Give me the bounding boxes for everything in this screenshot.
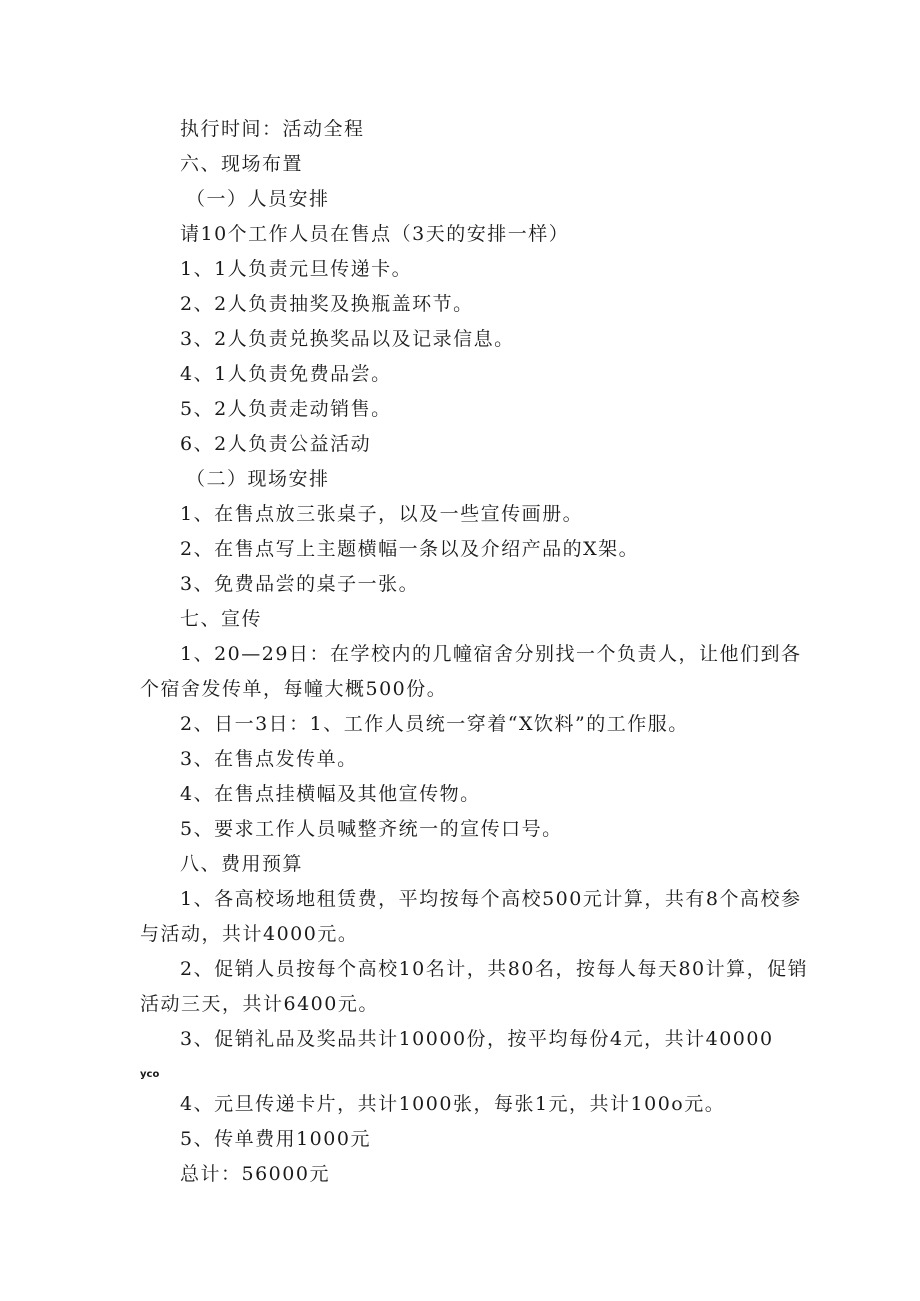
list-item-staff-2: 2、2人负责抽奖及换瓶盖环节。 bbox=[180, 293, 474, 315]
list-item-staff-3: 3、2人负责兑换奖品以及记录信息。 bbox=[180, 328, 515, 350]
section-heading-six: 六、现场布置 bbox=[180, 153, 304, 175]
text-line-exec-time: 执行时间：活动全程 bbox=[180, 118, 365, 140]
list-item-budget-5: 5、传单费用1000元 bbox=[180, 1128, 371, 1150]
list-item-staff-4: 4、1人负责免费品尝。 bbox=[180, 363, 392, 385]
subheading-staff: （一）人员安排 bbox=[186, 188, 330, 210]
list-item-promo-1-cont: 个宿舍发传单，每幢大概500份。 bbox=[140, 678, 448, 700]
list-item-site-1: 1、在售点放三张桌子，以及一些宣传画册。 bbox=[180, 503, 584, 525]
list-item-budget-1-cont: 与活动，共计4000元。 bbox=[140, 923, 359, 945]
stray-text-mark: yco bbox=[140, 1069, 160, 1080]
list-item-staff-5: 5、2人负责走动销售。 bbox=[180, 398, 392, 420]
list-item-promo-3: 3、在售点发传单。 bbox=[180, 748, 358, 770]
list-item-promo-4: 4、在售点挂横幅及其他宣传物。 bbox=[180, 783, 481, 805]
list-item-promo-5: 5、要求工作人员喊整齐统一的宣传口号。 bbox=[180, 818, 563, 840]
subheading-site: （二）现场安排 bbox=[186, 468, 330, 490]
section-heading-seven: 七、宣传 bbox=[180, 608, 263, 630]
list-item-budget-2-cont: 活动三天，共计6400元。 bbox=[140, 993, 379, 1015]
list-item-budget-2: 2、促销人员按每个高校10名计，共80名，按每人每天80计算，促销 bbox=[180, 958, 809, 980]
list-item-site-3: 3、免费品尝的桌子一张。 bbox=[180, 573, 420, 595]
list-item-budget-4: 4、元旦传递卡片，共计1000张，每张1元，共计100o元。 bbox=[180, 1093, 726, 1115]
text-line-staff-intro: 请10个工作人员在售点（3天的安排一样） bbox=[180, 223, 570, 245]
list-item-staff-1: 1、1人负责元旦传递卡。 bbox=[180, 258, 413, 280]
list-item-budget-1: 1、各高校场地租赁费，平均按每个高校500元计算，共有8个高校参 bbox=[180, 888, 802, 910]
section-heading-eight: 八、费用预算 bbox=[180, 853, 304, 875]
budget-total: 总计：56000元 bbox=[180, 1163, 330, 1185]
list-item-site-2: 2、在售点写上主题横幅一条以及介绍产品的X架。 bbox=[180, 538, 640, 560]
list-item-budget-3: 3、促销礼品及奖品共计10000份，按平均每份4元，共计40000 bbox=[180, 1028, 774, 1050]
list-item-staff-6: 6、2人负责公益活动 bbox=[180, 433, 372, 455]
list-item-promo-2: 2、日一3日：1、工作人员统一穿着“X饮料”的工作服。 bbox=[180, 713, 689, 735]
list-item-promo-1: 1、20—29日：在学校内的几幢宿舍分别找一个负责人，让他们到各 bbox=[180, 643, 802, 665]
